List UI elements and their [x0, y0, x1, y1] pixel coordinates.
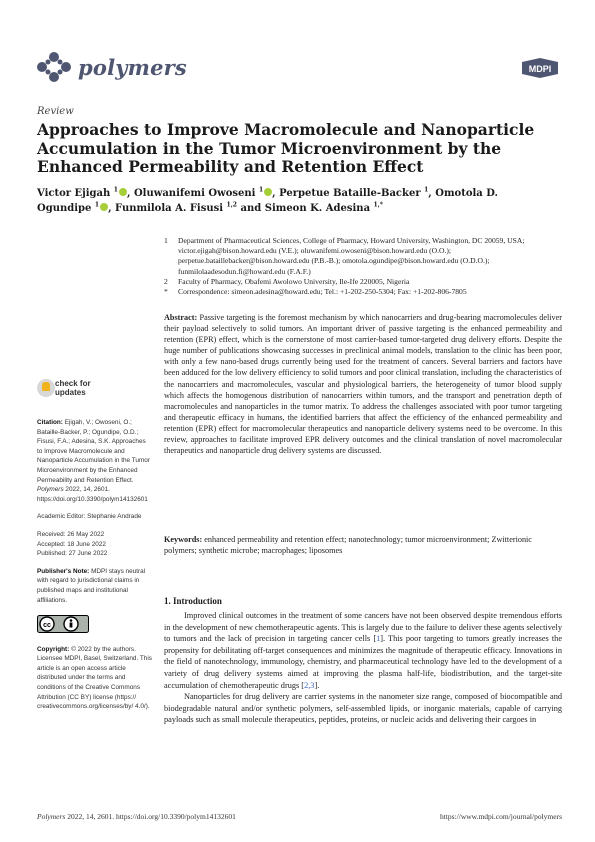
author-affiliation-marker: 1 [113, 186, 118, 194]
citation-journal: Polymers [37, 486, 64, 494]
author-name: Funmilola A. Fisusi [115, 203, 224, 214]
affiliation-number: * [164, 287, 168, 297]
mdpi-logo-icon [518, 57, 562, 79]
keywords-label: Keywords: [164, 535, 203, 544]
author-affiliation-marker: 1,2 [226, 201, 237, 209]
paragraph-text: Nanoparticles for drug delivery are carrier systems in the nanometer size range, composed of biocompatible and biodegradable natural and/or synthetic polymers, self-assembled lipids, or inorganic materials, capable of carrying payloads such as small molecule therapeutics, peptides, proteins, or nucleic acids and delivering their cargoes in [164, 692, 562, 725]
footer-citation-rest: 2022, 14, 2601. https://doi.org/10.3390/polym14132601 [65, 812, 236, 821]
publisher-note-text: MDPI stays neutral with regard to jurisdictional claims in published maps and institutional affiliations. [37, 567, 146, 604]
keywords-text: enhanced permeability and retention effect; nanotechnology; tumor microenvironment; Zwitterionic polymers; synthetic microbe; macrophages; liposomes [164, 535, 532, 556]
abstract [164, 312, 562, 456]
abstract-text: Passive targeting is the foremost mechanism by which nanocarriers and drug-bearing macromolecules deliver their payload selectively to solid tumors. An important driver of passive targeting is the enhanced permeability and retention (EPR) effect, which is the cornerstone of most carrier-based tumor-targeted drug delivery efforts. Despite the huge number of publications showcasing successes in preclinical animal models, translation to the clinic has been poor, with only a few nano-based drugs currently being used for the treatment of cancers. Several barriers and factors have been adduced for the low delivery efficiency to solid tumors and poor clinical translation, including the characteristics of the nanocarriers and macromolecules, vascular and physiological barriers, the heterogeneity of tumor blood supply which affects the homogenous distribution of nanocarriers within tumors, and the transport and penetration depth of macromolecules and nanoparticles in the tumor matrix. To address the challenges associated with poor tumor targeting and therapeutic efficacy in humans, the identified barriers that affect the efficiency of the enhanced permeability and retention (EPR) effect for macromolecular therapeutics and nanoparticle delivery systems need to be overcome. In this review, approaches to facilitate improved EPR delivery outcomes and the clinical translation of novel macromolecular therapeutics and nanoparticle drug delivery systems are discussed. [164, 313, 563, 456]
body-text [164, 610, 562, 726]
orcid-icon[interactable] [264, 188, 272, 196]
footer-journal: Polymers [37, 812, 66, 821]
orcid-icon[interactable] [119, 188, 127, 196]
affiliation-text: Department of Pharmaceutical Sciences, College of Pharmacy, Howard University, Washington, DC 20059, USA; victor.ejigah@bison.howard.edu (V.E.); oluwanifemi.owoseni@bison.howard.edu (O.O.); perpetue.bataillebacker@bison.howard.edu (P.B.-B.); omotola.ogundipe@bison.howard.edu (O.D.O.); funmilolaadesodun.fi@howard.edu (F.A.F.) [178, 236, 525, 276]
affiliation-text: Correspondence: simeon.adesina@howard.edu; Tel.: +1-202-250-5304; Fax: +1-202-806-7805 [178, 287, 467, 297]
copyright-label: Copyright: [37, 645, 70, 653]
dates-block [37, 530, 152, 559]
article-type: Review [37, 106, 74, 117]
author-affiliation-marker: 1,* [373, 201, 383, 209]
footer-journal-link[interactable]: https://www.mdpi.com/journal/polymers [439, 812, 562, 821]
journal-logo-icon [34, 49, 74, 85]
author-affiliation-marker: 1 [94, 201, 100, 209]
publisher-logo-text: MDPI [528, 64, 552, 74]
keywords [164, 534, 562, 556]
accepted-date: Accepted: 18 June 2022 [37, 540, 106, 548]
journal-name: polymers [78, 55, 187, 80]
author-list: Victor Ejigah $^1$ , Oluwanifemi Owoseni $^1$ , Perpetue Bataille-Backer $^1$, Omotola D. Ogundipe $^1$ , Funmilola A. Fisusi $^{1,2}$ and Simeon K. Adesina $^{1,*}$ [37, 186, 499, 214]
check-for-updates-button[interactable] [37, 379, 127, 403]
publisher-note-label: Publisher's Note: [37, 567, 90, 575]
page-footer [37, 812, 562, 821]
check-updates-icon [37, 379, 55, 397]
affiliations [164, 236, 564, 297]
orcid-icon[interactable] [100, 203, 108, 211]
article-title: Approaches to Improve Macromolecule and Nanoparticle Accumulation in the Tumor Microenvironment by the Enhanced Permeability and Retention Effect [37, 120, 535, 176]
paragraph-text: ]. [314, 680, 320, 690]
publisher-note [37, 567, 152, 605]
citation-link[interactable]: 1 [376, 634, 381, 644]
affiliation-text: Faculty of Pharmacy, Obafemi Awolowo University, Ile-Ife 220005, Nigeria [178, 276, 410, 286]
published-date: Published: 27 June 2022 [37, 550, 108, 558]
author-name: Victor Ejigah [37, 188, 111, 199]
author-name: Simeon K. Adesina [264, 203, 371, 214]
article-info-sidebar [37, 418, 152, 720]
author-affiliation-marker: 1 [424, 186, 429, 194]
affiliation-number: 1 [164, 236, 168, 245]
check-updates-line1: check for [55, 379, 91, 388]
footer-citation [37, 812, 236, 821]
cc-logo-text: cc [43, 622, 51, 630]
citation-doi-link[interactable]: 2022, 14, 2601. https://doi.org/10.3390/polym14132601 [37, 486, 148, 503]
body-paragraph [164, 691, 562, 726]
author-name: Perpetue Bataille-Backer [279, 188, 421, 199]
cc-by-license-icon[interactable] [37, 615, 89, 633]
copyright-block [37, 645, 152, 712]
abstract-label: Abstract: [164, 313, 198, 322]
citation-link[interactable]: 2,3 [304, 680, 315, 690]
body-paragraph [164, 610, 562, 691]
check-updates-line2: updates [55, 388, 86, 397]
affiliation-row [164, 277, 564, 287]
author-affiliation-marker: 1 [258, 186, 264, 194]
academic-editor: Academic Editor: Stephanie Andrade [37, 513, 142, 521]
affiliation-row [164, 236, 564, 277]
citation-block [37, 418, 152, 504]
paragraph-text: Improved clinical outcomes in the treatment of some cancers have not been observed despite tremendous efforts in the development of new chemotherapeutic agents. This is largely due to the failure to deliver these agents selectively to tumors and the lack of precision in targeting cancer cells [ [164, 611, 562, 644]
copyright-text: © 2022 by the authors. Licensee MDPI, Basel, Switzerland. This article is an open access article distributed under the terms and conditions of the Creative Commons Attribution (CC BY) license (https:// creativecommons.org/licenses/by/ 4.0/). [37, 645, 152, 711]
paragraph-text: ]. This poor targeting to tumors greatly increases the propensity for debilitating off-target consequences and minimizes the magnitude of therapeutic efficacy. Innovations in the field of nanotechnology, immunology, chemistry, and pharmaceutical technology have led to the development of a variety of drug delivery systems aimed at improving the plasma half-life, biodistribution, and the target-site accumulation of chemotherapeutic drugs [ [164, 634, 563, 690]
received-date: Received: 26 May 2022 [37, 530, 105, 538]
author-name: Oluwanifemi Owoseni [133, 188, 256, 199]
author-name: Omotola D. Ogundipe [37, 188, 499, 214]
affiliation-number: 2 [164, 276, 168, 286]
section-heading: 1. Introduction [164, 596, 222, 606]
affiliation-row [164, 287, 564, 297]
citation-text: Ejigah, V.; Owoseni, O.; Bataille-Backer, P.; Ogundipe, O.D.; Fisusi, F.A.; Adesina, S.K. Approaches to Improve Macromolecule and Nanoparticle Accumulation in the Tumor Microenvironment by the Enhanced Permeability and Retention Effect. [37, 419, 150, 484]
citation-label: Citation: [37, 419, 63, 426]
